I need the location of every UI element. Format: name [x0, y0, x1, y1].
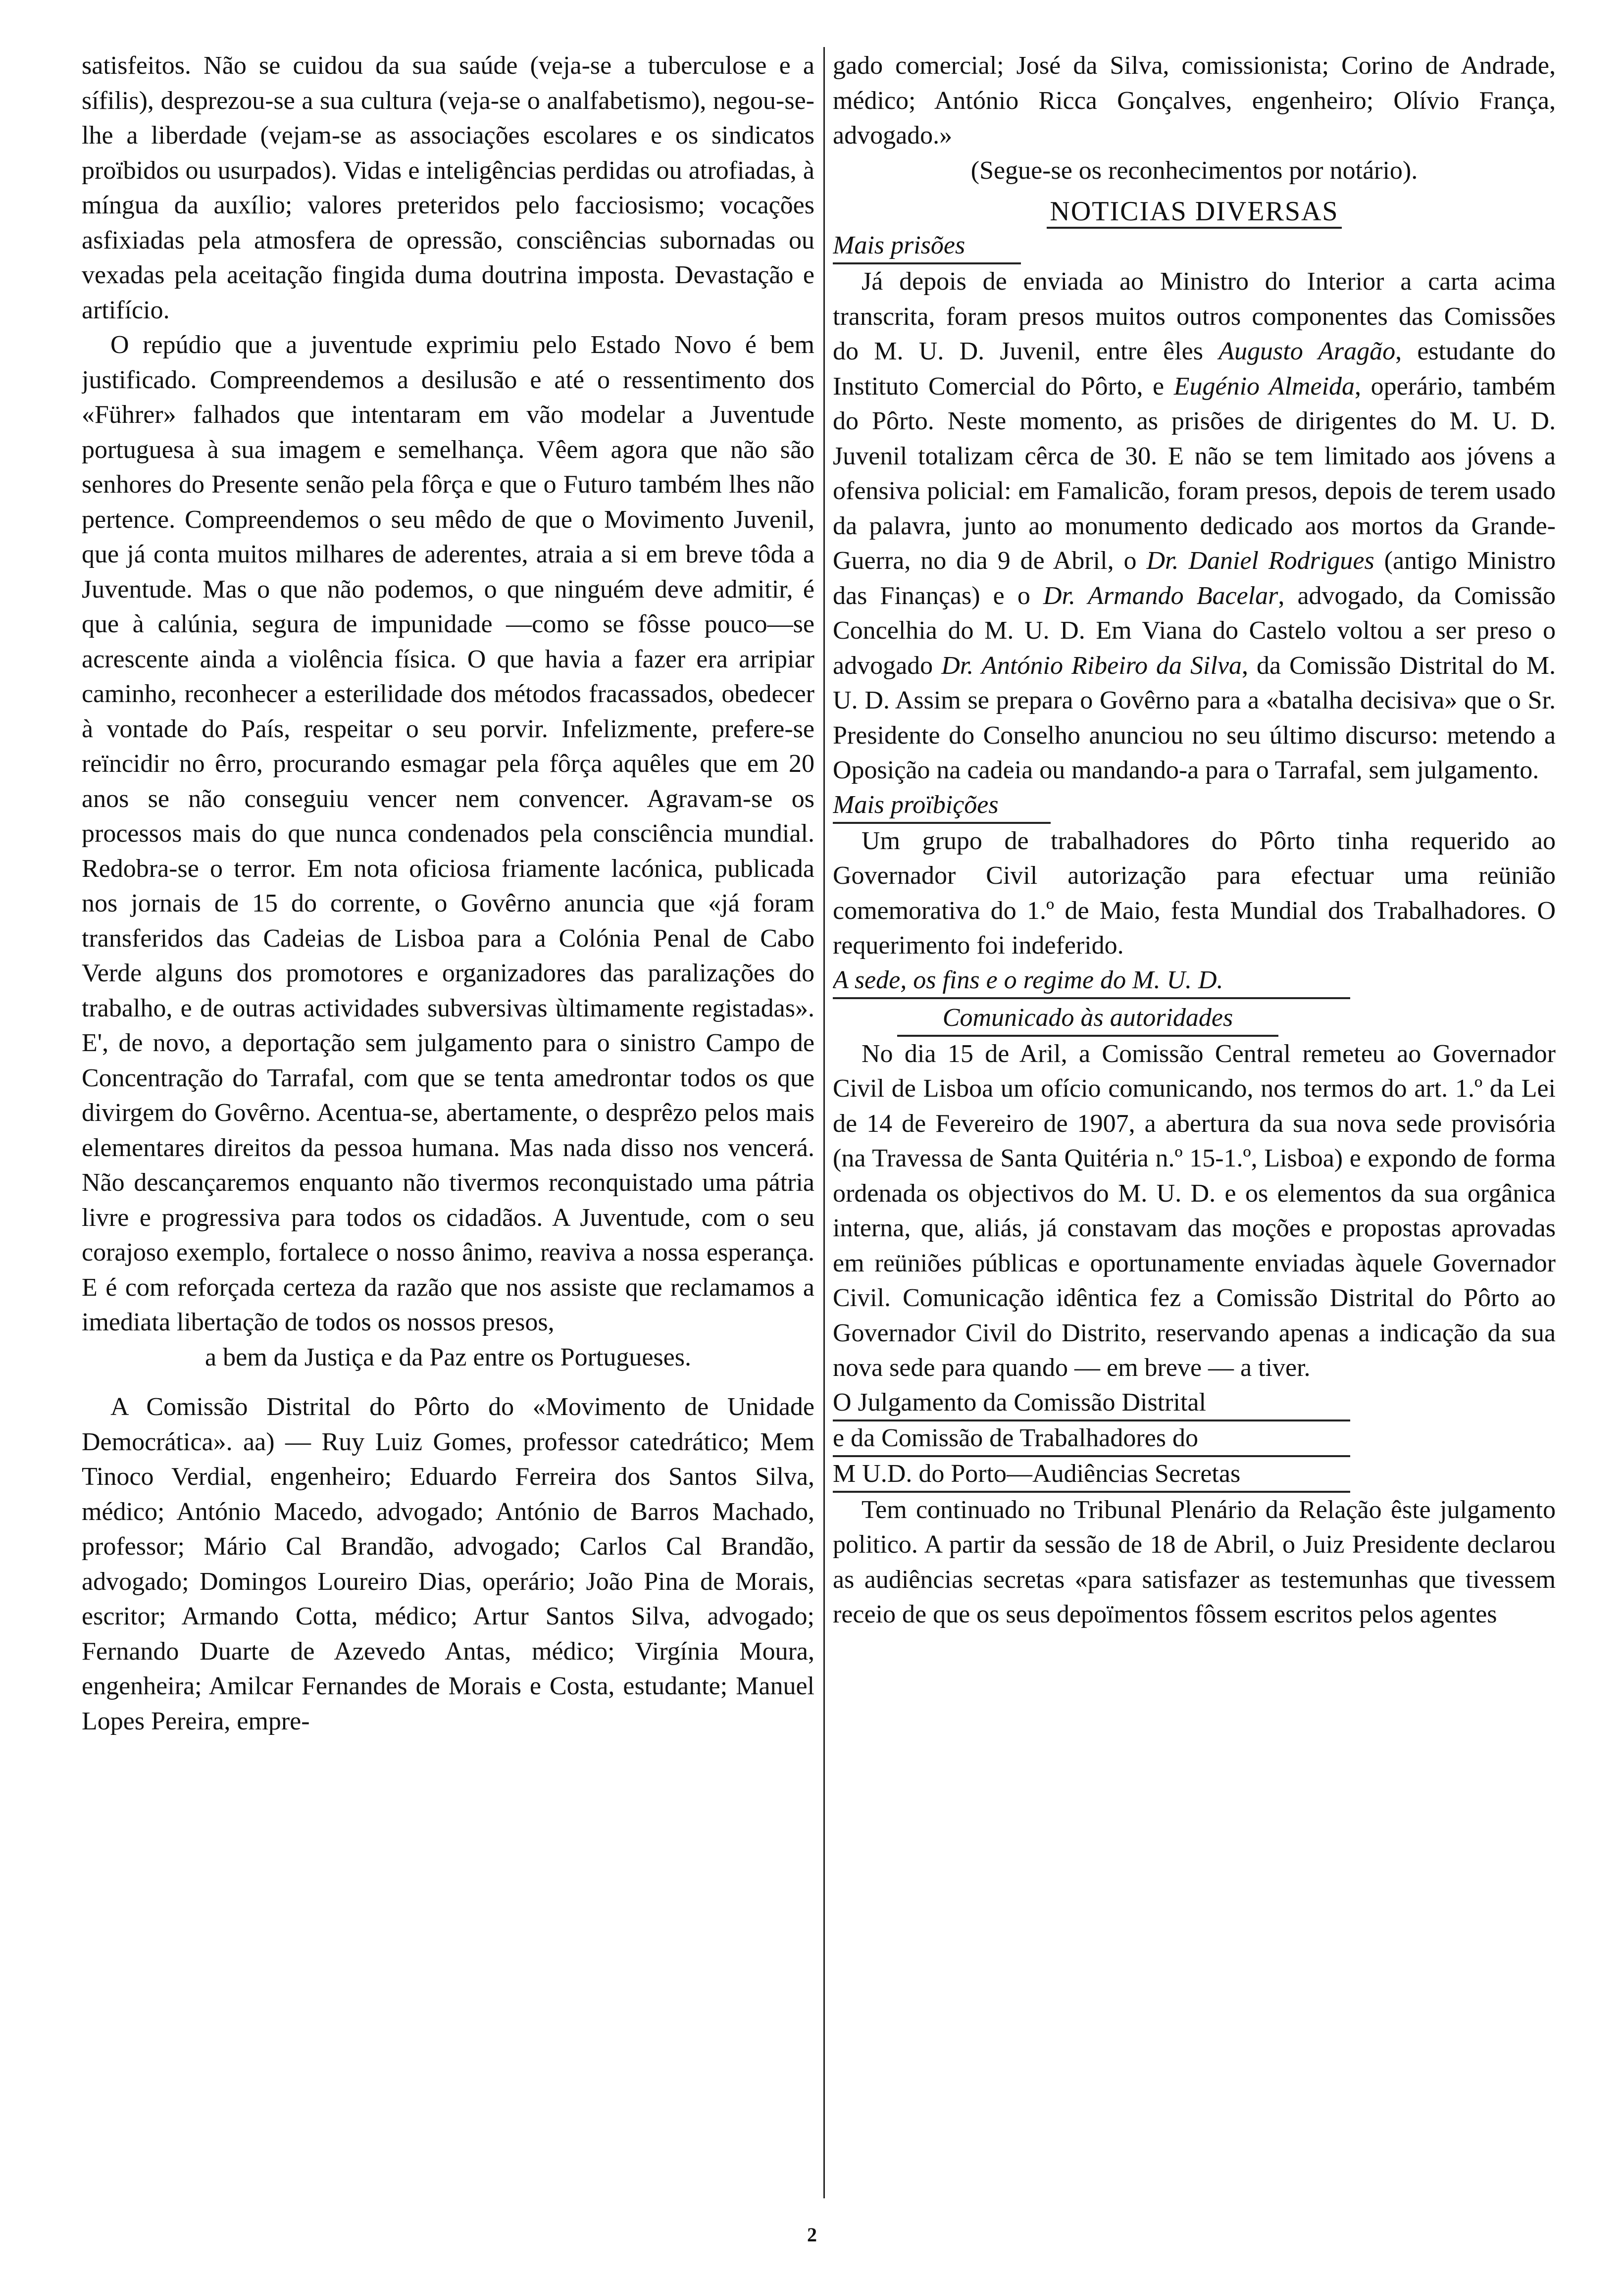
prisoes-text-a: Já depois de enviada ao Ministro do Interior a carta acima transcrita, foram presos muitos outros componentes das Comissões do M. U. D. Juvenil, entre êles — [833, 267, 1556, 365]
prisoes-name-5: Dr. António Ribeiro da Silva — [941, 651, 1242, 680]
heading-mais-proibicoes: Mais proïbições — [833, 788, 1051, 824]
prisoes-text-d: (antigo Ministro das Finanças) e o — [833, 547, 1556, 610]
proibicoes-paragraph: Um grupo de trabalhadores do Pôrto tinha requerido ao Governador Civil autorização para efectuar uma reünião comemorativa do 1.º de Maio, festa Mundial dos Trabalhadores. O requerimento foi indeferido. — [833, 826, 1556, 960]
section-title — [833, 194, 1556, 229]
signatures-paragraph: A Comissão Distrital do Pôrto do «Movimento de Unidade Democrática». aa) — Ruy Luiz Gomes, professor catedrático; Mem Tinoco Verdial, engenheiro; Eduardo Ferreira dos Santos Silva, médico; António Macedo, advogado; António de Barros Machado, professor; Mário Cal Brandão, advogado; Carlos Cal Brandão, advogado; Domingos Loureiro Dias, operário; João Pina de Morais, escritor; Armando Cotta, médico; Artur Santos Silva, advogado; Fernando Duarte de Azevedo Antas, médico; Virgínia Moura, engenheira; Amilcar Fernandes de Morais e Costa, estudante; Manuel Lopes Pereira, empre- — [82, 1393, 814, 1735]
heading-mais-prisoes: Mais prisões — [833, 229, 1021, 264]
prisoes-text-e: , advogado, da Comissão Concelhia do M. U. D. Em Viana do Castelo voltou a ser preso o advogado — [833, 581, 1556, 680]
heading-comunicado: Comunicado às autoridades — [897, 1001, 1278, 1037]
left-column — [82, 49, 814, 2217]
page-number: 2 — [807, 2224, 817, 2246]
julgamento-paragraph: Tem continuado no Tribunal Plenário da Relação êste julgamento politico. A partir da sessão de 18 de Abril, o Juiz Presidente declarou as audiências secretas «para satisfazer as testemunhas que tivessem receio de que os seus depoïmentos fôssem escritos pelos agentes — [833, 1495, 1556, 1628]
prisoes-paragraph — [833, 264, 1556, 788]
section-title-text: NOTICIAS DIVERSAS — [1047, 196, 1341, 229]
prisoes-name-4: Dr. Armando Bacelar — [1043, 581, 1278, 610]
column-divider — [823, 47, 825, 2198]
prisoes-name-3: Dr. Daniel Rodrigues — [1146, 547, 1374, 575]
closing-line: a bem da Justiça e da Paz entre os Portugueses. — [205, 1343, 691, 1371]
signatures-continued: gado comercial; José da Silva, comissionista; Corino de Andrade, médico; António Ricca Gonçalves, engenheiro; Olívio França, advogado.» — [833, 51, 1556, 150]
prisoes-name-2: Eugénio Almeida — [1173, 372, 1355, 401]
heading-julgamento-line-3: M U.D. do Porto—Audiências Secretas — [833, 1457, 1350, 1493]
heading-julgamento-line-1: O Julgamento da Comissão Distrital — [833, 1386, 1350, 1421]
notary-note: (Segue-se os reconhecimentos por notário). — [970, 156, 1418, 185]
comunicado-paragraph: No dia 15 de Aril, a Comissão Central remeteu ao Governador Civil de Lisboa um ofício comunicando, nos termos do art. 1.º da Lei de 14 de Fevereiro de 1907, a abertura da sua nova sede provisória (na Travessa de Santa Quitéria n.º 15-1.º, Lisboa) e expondo de forma ordenada os objectivos do M. U. D. e os elementos da sua orgânica interna, que, aliás, já constavam das moções e propostas aprovadas em reüniões públicas e oportunamente enviadas àquele Governador Civil. Comunicação idêntica fez a Comissão Distrital do Pôrto ao Governador Civil do Distrito, reservando apenas a indicação da sua nova sede para quando — em breve — a tiver. — [833, 1039, 1556, 1382]
prisoes-text-c: , operário, também do Pôrto. Neste momento, as prisões de dirigentes do M. U. D. Juvenil totalizam cêrca de 30. E não se tem limitado aos jóvens a ofensiva policial: em Famalicão, foram presos, depois de terem usado da palavra, junto ao monumento dedicado aos mortos da Grande-Guerra, no dia 9 de Abril, o — [833, 372, 1556, 575]
prisoes-text-f: , da Comissão Distrital do M. U. D. Assim se prepara o Govêrno para a «batalha decisiva» que o Sr. Presidente do Conselho anunciou no seu último discurso: metendo a Oposição na cadeia ou mandando-a para o Tarrafal, sem julgamento. — [833, 651, 1556, 784]
right-column — [833, 49, 1556, 2217]
left-paragraph-2: O repúdio que a juventude exprimiu pelo Estado Novo é bem justificado. Compreendemos a desilusão e até o ressentimento dos «Führer» falhados que intentaram em vão modelar a Juventude portuguesa à sua imagem e semelhança. Vêem agora que não são senhores do Presente senão pela fôrça e que o Futuro também lhes não pertence. Compreendemos o seu mêdo de que o Movimento Juvenil, que já conta muitos milhares de aderentes, atraia a si em breve tôda a Juventude. Mas o que não podemos, o que ninguém deve admitir, é que à calúnia, segura de impunidade —como se fôsse pouco—se acrescente ainda a violência física. O que havia a fazer era arripiar caminho, reconhecer a esterilidade dos métodos fracassados, obedecer à vontade do País, respeitar o seu porvir. Infelizmente, prefere-se reïncidir no êrro, procurando esmagar pela fôrça aquêles que em 20 anos se não conseguiu vencer nem convencer. Agravam-se os processos mais do que nunca condenados pela consciência mundial. Redobra-se o terror. Em nota oficiosa friamente lacónica, publicada nos jornais de 15 do corrente, o Govêrno anuncia que «já foram transferidos das Cadeias de Lisboa para a Colónia Penal de Cabo Verde alguns dos promotores e organizadores das paralizações do trabalho, e de outras actividades subversivas ùltimamente registadas». E', de novo, a deportação sem julgamento para o sinistro Campo de Concentração do Tarrafal, com que se tenta amedrontar todos os que divirgem do Govêrno. Acentua-se, abertamente, o desprêzo pelos mais elementares direitos da pessoa humana. Mas nada disso nos vencerá. Não descançaremos enquanto não tivermos reconquistado uma pátria livre e progressiva para todos os cidadãos. A Juventude, com o seu corajoso exemplo, fortalece o nosso ânimo, reaviva a nossa esperança. E é com reforçada certeza da razão que nos assiste que reclamamos a imediata libertação de todos os nossos presos, — [82, 331, 814, 1336]
left-paragraph-1: satisfeitos. Não se cuidou da sua saúde (veja-se a tuberculose e a sífilis), desprezou-se a sua cultura (veja-se o analfabetismo), negou-se-lhe a liberdade (vejam-se as associações escolares e os sindicatos proïbidos ou usurpados). Vidas e inteligências perdidas ou atrofiadas, à míngua da auxílio; valores preteridos pelo facciosismo; vocações asfixiadas pela atmosfera de opressão, consciências subornadas ou vexadas pela aceitação fingida duma doutrina imposta. Devastação e artifício. — [82, 51, 814, 324]
heading-julgamento-line-2: e da Comissão de Trabalhadores do — [833, 1421, 1350, 1457]
prisoes-text-b: , estudante do Instituto Comercial do Pôrto, e — [833, 337, 1556, 401]
prisoes-name-1: Augusto Aragão — [1218, 337, 1396, 365]
heading-sede-fins-regime: A sede, os fins e o regime do M. U. D. — [833, 963, 1350, 999]
